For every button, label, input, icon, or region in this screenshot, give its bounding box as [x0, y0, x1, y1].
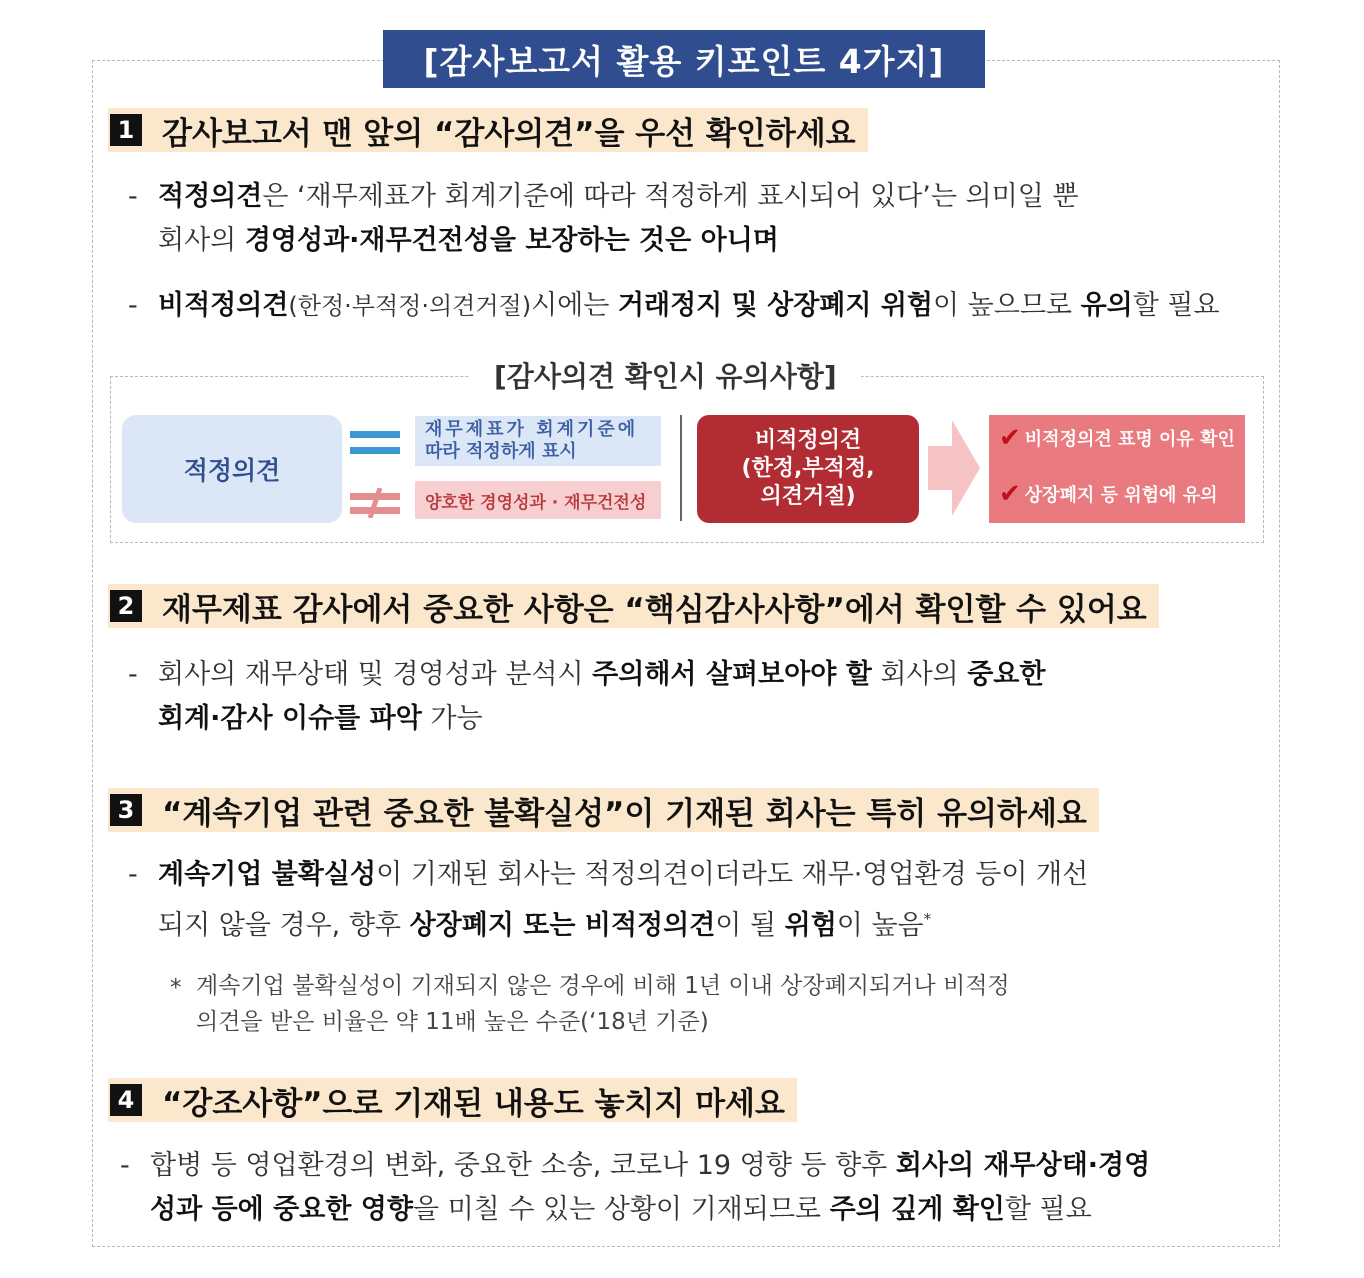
small-text: (한정·부적정·의견거절)	[288, 292, 532, 320]
section-3-header	[108, 788, 1099, 832]
check-item	[999, 479, 1217, 509]
bold-text: 중요한	[967, 659, 1046, 690]
section-title: “계속기업 관련 중요한 불확실성”이 기재된 회사는 특히 유의하세요	[162, 795, 1087, 832]
divider	[680, 415, 682, 521]
plain-text: 이 높음	[836, 910, 924, 941]
bold-text: 회사의 재무상태·경영	[895, 1150, 1151, 1181]
bullet-paragraph	[128, 284, 1220, 328]
bold-text: 계속기업 불확실성	[158, 859, 377, 890]
bullet-paragraph	[128, 653, 1268, 741]
modified-opinion-box	[697, 415, 919, 523]
plain-text: 이 기재된 회사는 적정의견이더라도 재무·영업환경 등이 개선	[376, 859, 1089, 890]
text-line	[158, 697, 1268, 741]
bold-text: 적정의견	[158, 181, 263, 212]
footnote-star: *	[170, 975, 182, 1001]
bullet-paragraph	[120, 1144, 1268, 1232]
bold-text: 비적정의견	[158, 290, 289, 321]
equals-description	[415, 416, 661, 466]
bullet-dash: -	[120, 1150, 130, 1181]
plain-text: 이 높으므로	[933, 290, 1081, 321]
bold-text: 주의 깊게 확인	[829, 1194, 1005, 1225]
section-number: 1	[110, 114, 142, 146]
section-number: 2	[110, 590, 142, 622]
bold-text: 유의	[1080, 290, 1133, 321]
text-line	[150, 1188, 1268, 1232]
bold-text: 거래정지 및 상장폐지 위험	[617, 290, 934, 321]
bold-text: 경영성과·재무건전성을 보장하는 것은 아니며	[244, 225, 779, 256]
bullet-dash: -	[128, 859, 138, 890]
plain-text: 할 필요	[1004, 1194, 1092, 1225]
bold-text: 회계·감사 이슈를 파악	[158, 703, 422, 734]
line-content	[158, 175, 1078, 219]
section-1-header	[108, 108, 868, 152]
plain-text: 할 필요	[1132, 290, 1220, 321]
box-line: 비적정의견	[754, 428, 862, 453]
text-line	[158, 853, 1268, 897]
plain-text: 되지 않을 경우, 향후	[158, 910, 410, 941]
section-number: 3	[110, 794, 142, 826]
bold-text: 상장폐지 또는 비적정의견	[409, 910, 716, 941]
footnote-line: 의견을 받은 비율은 약 11배 높은 수준(‘18년 기준)	[196, 1009, 709, 1035]
box-line: (한정,부적정,	[741, 456, 875, 481]
checkmark-icon: ✔	[999, 423, 1021, 453]
diagram-title: [감사의견 확인시 유의사항]	[470, 355, 861, 395]
section-number: 4	[110, 1084, 142, 1116]
text-line	[150, 1144, 1268, 1188]
page-title: [감사보고서 활용 키포인트 4가지]	[383, 30, 985, 88]
equals-line: 따라 적정하게 표시	[425, 441, 577, 462]
box-line: 의견거절)	[760, 484, 856, 509]
check-item-label: 상장폐지 등 위험에 유의	[1024, 485, 1218, 506]
arrow-right-icon	[928, 420, 980, 516]
plain-text: 이 될	[715, 910, 785, 941]
bullet-paragraph	[128, 175, 1268, 263]
check-item-label: 비적정의견 표명 이유 확인	[1024, 429, 1235, 450]
equals-line: 재무제표가 회계기준에	[425, 419, 639, 440]
text-line	[158, 653, 1268, 697]
section-2-header	[108, 584, 1159, 628]
section-title: “강조사항”으로 기재된 내용도 놓치지 마세요	[162, 1085, 785, 1122]
plain-text: 회사의	[158, 225, 245, 256]
text-line	[158, 219, 1268, 263]
bold-text: 주의해서 살펴보아야 할	[592, 659, 872, 690]
not-equal-icon	[350, 488, 400, 518]
footnote-mark: *	[923, 910, 932, 928]
unqualified-opinion-box: 적정의견	[122, 415, 342, 523]
bullet-dash: -	[128, 181, 138, 212]
check-item	[999, 423, 1235, 453]
section-title: 재무제표 감사에서 중요한 사항은 “핵심감사사항”에서 확인할 수 있어요	[162, 591, 1147, 628]
bullet-dash: -	[128, 290, 138, 321]
plain-text: 시에는	[531, 290, 618, 321]
plain-text: 합병 등 영업환경의 변화, 중요한 소송, 코로나 19 영향 등 향후	[150, 1150, 896, 1181]
footnote	[170, 968, 1266, 1040]
checkmark-icon: ✔	[999, 479, 1021, 509]
not-equal-description: 양호한 경영성과 · 재무건전성	[415, 481, 661, 519]
equals-icon	[350, 431, 400, 457]
section-4-header	[108, 1078, 797, 1122]
text-line	[158, 175, 1268, 219]
text-line	[158, 897, 1268, 948]
plain-text: 회사의 재무상태 및 경영성과 분석시	[158, 659, 593, 690]
footnote-line: 계속기업 불확실성이 기재되지 않은 경우에 비해 1년 이내 상장폐지되거나 비적정	[196, 973, 1010, 999]
caution-box	[989, 415, 1245, 523]
bullet-paragraph	[128, 853, 1268, 948]
plain-text: 은 ‘재무제표가 회계기준에 따라 적정하게 표시되어 있다’는 의미일 뿐	[262, 181, 1079, 212]
bold-text: 위험	[784, 910, 837, 941]
section-title: 감사보고서 맨 앞의 “감사의견”을 우선 확인하세요	[162, 115, 856, 152]
bold-text: 성과 등에 중요한 영향	[150, 1194, 413, 1225]
bullet-dash: -	[128, 659, 138, 690]
plain-text: 회사의	[871, 659, 968, 690]
plain-text: 가능	[421, 703, 483, 734]
plain-text: 을 미칠 수 있는 상황이 기재되므로	[412, 1194, 830, 1225]
